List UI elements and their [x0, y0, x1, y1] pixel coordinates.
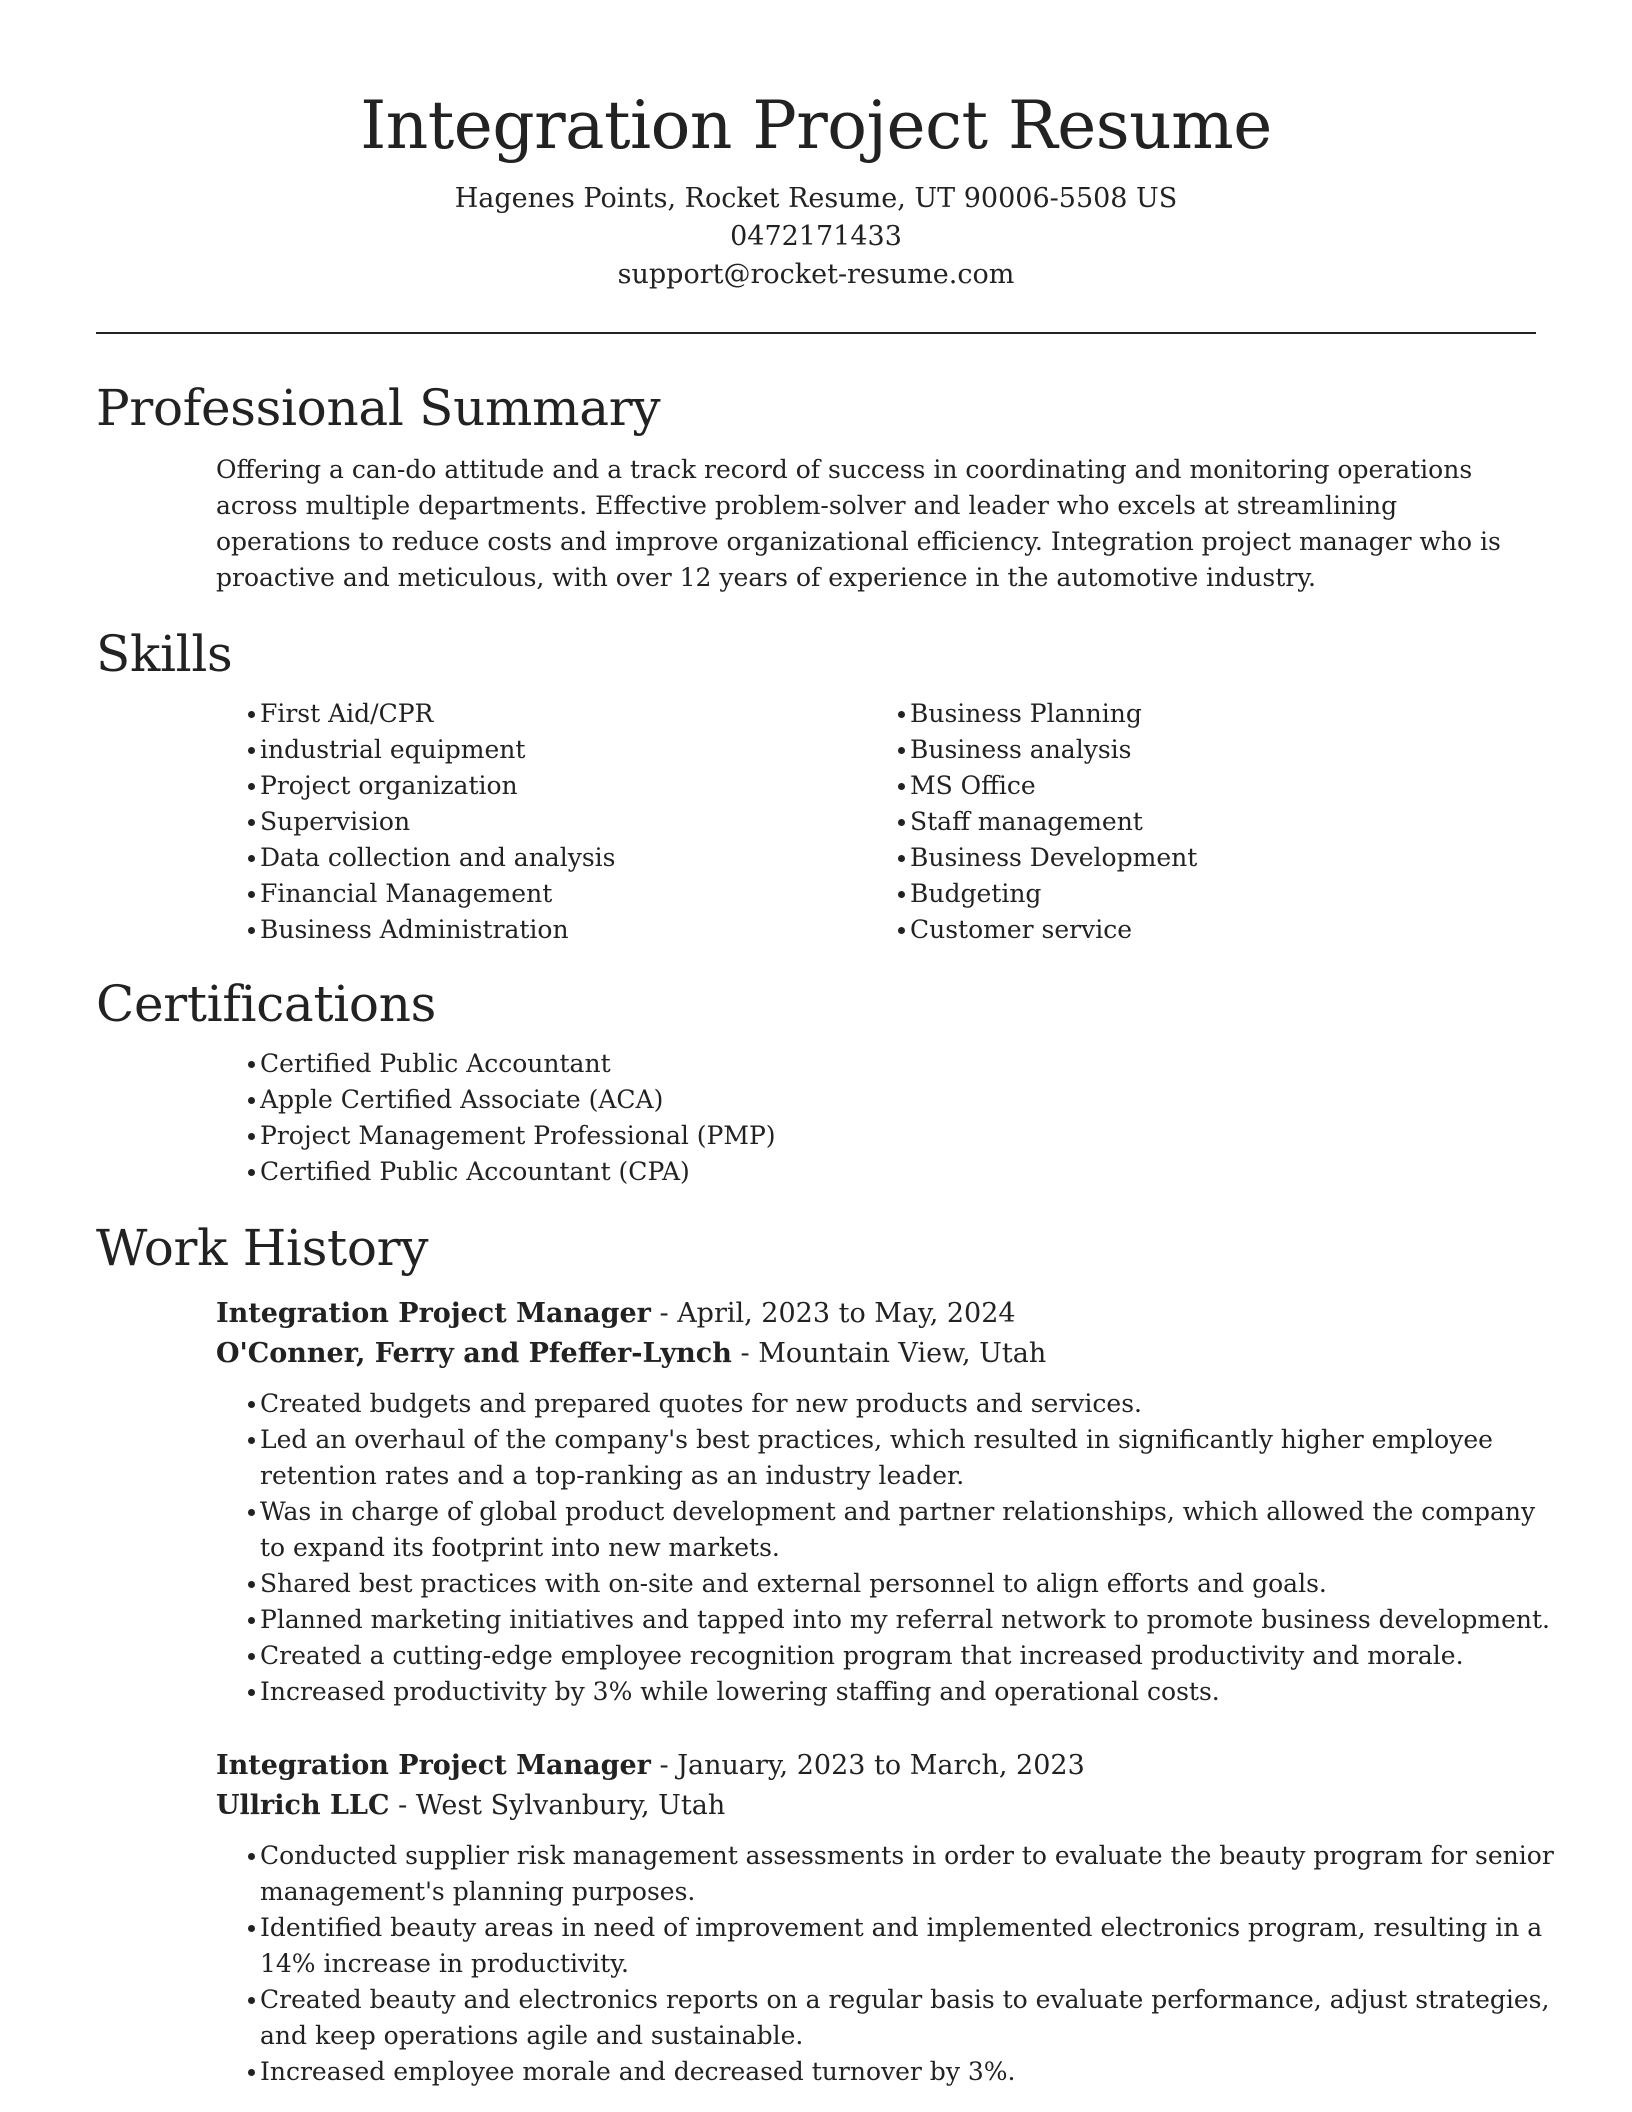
skill-item: Financial Management — [216, 876, 866, 912]
job-separator: - — [398, 1790, 416, 1821]
job-company-line — [216, 1334, 1536, 1374]
skill-item: First Aid/CPR — [216, 696, 866, 732]
contact-address: Hagenes Points, Rocket Resume, UT 90006-5508 US — [454, 183, 1178, 214]
summary-heading: Professional Summary — [96, 379, 661, 437]
certification-item: Certified Public Accountant (CPA) — [216, 1154, 1536, 1190]
skill-item: MS Office — [866, 768, 1466, 804]
skill-item: Budgeting — [866, 876, 1466, 912]
job-bullet: Planned marketing initiatives and tapped into my referral network to promote business development. — [216, 1602, 1556, 1638]
skill-item: Business Planning — [866, 696, 1466, 732]
skill-item: Business Administration — [216, 912, 866, 948]
job-entry — [216, 1294, 1550, 1710]
contact-email: support@rocket-resume.com — [617, 259, 1015, 290]
job-bullet: Increased productivity by 3% while lowering staffing and operational costs. — [216, 1674, 1556, 1710]
job-location: West Sylvanbury, Utah — [415, 1790, 726, 1821]
job-bullet-list — [216, 1838, 1556, 2090]
job-bullet: Created beauty and electronics reports on a regular basis to evaluate performance, adjust strategies, and keep operations agile and sustainable. — [216, 1982, 1556, 2054]
job-bullet: Shared best practices with on-site and external personnel to align efforts and goals. — [216, 1566, 1556, 1602]
certification-item: Apple Certified Associate (ACA) — [216, 1082, 1536, 1118]
job-title-line — [216, 1746, 1536, 1786]
certifications-heading: Certifications — [96, 975, 436, 1033]
resume-title: Integration Project Resume — [360, 87, 1272, 164]
job-title-line — [216, 1294, 1536, 1334]
job-bullet: Led an overhaul of the company's best practices, which resulted in significantly higher employee retention rates and a top-ranking as an industry leader. — [216, 1422, 1556, 1494]
job-company: Ullrich LLC — [216, 1790, 390, 1821]
contact-phone: 0472171433 — [730, 221, 902, 252]
skill-item: Business Development — [866, 840, 1466, 876]
job-dates: April, 2023 to May, 2024 — [677, 1298, 1016, 1329]
job-bullet-list — [216, 1386, 1556, 1710]
resume-header — [96, 0, 1536, 294]
skills-columns — [96, 696, 1536, 948]
skills-list-right — [866, 696, 1466, 948]
skill-item: Business analysis — [866, 732, 1466, 768]
skill-item: Staff management — [866, 804, 1466, 840]
summary-text: Offering a can-do attitude and a track record of success in coordinating and monitoring operations across multiple departments. Effective problem-solver and leader who excels at streamlining operations to reduce costs and improve organizational efficiency. Integration project manager who is proactive and meticulous, with over 12 years of experience in the automotive industry. — [216, 455, 1501, 592]
job-location: Mountain View, Utah — [758, 1338, 1047, 1369]
skills-heading: Skills — [96, 625, 233, 683]
job-company-line — [216, 1786, 1536, 1826]
job-bullet: Created a cutting-edge employee recognition program that increased productivity and morale. — [216, 1638, 1556, 1674]
skill-item: Customer service — [866, 912, 1466, 948]
certification-item: Certified Public Accountant — [216, 1046, 1536, 1082]
skill-item: Supervision — [216, 804, 866, 840]
job-separator: - — [659, 1298, 678, 1329]
skills-list-left — [216, 696, 866, 948]
job-bullet: Created budgets and prepared quotes for new products and services. — [216, 1386, 1556, 1422]
job-dates: January, 2023 to March, 2023 — [677, 1750, 1085, 1781]
job-bullet: Identified beauty areas in need of improvement and implemented electronics program, resulting in a 14% increase in productivity. — [216, 1910, 1556, 1982]
resume-page — [96, 0, 1554, 2090]
job-role: Integration Project Manager — [216, 1298, 651, 1329]
certification-item: Project Management Professional (PMP) — [216, 1118, 1536, 1154]
job-role: Integration Project Manager — [216, 1750, 651, 1781]
contact-info — [96, 180, 1536, 294]
job-separator: - — [659, 1750, 678, 1781]
skill-item: Project organization — [216, 768, 866, 804]
job-bullet: Increased employee morale and decreased turnover by 3%. — [216, 2054, 1556, 2090]
skill-item: industrial equipment — [216, 732, 866, 768]
work-history-heading: Work History — [96, 1219, 429, 1277]
skill-item: Data collection and analysis — [216, 840, 866, 876]
job-bullet: Conducted supplier risk management assessments in order to evaluate the beauty program for senior management's planning purposes. — [216, 1838, 1556, 1910]
job-company: O'Conner, Ferry and Pfeffer-Lynch — [216, 1338, 732, 1369]
job-entry — [216, 1746, 1554, 2090]
header-divider — [96, 332, 1536, 334]
job-separator: - — [740, 1338, 759, 1369]
certifications-list — [216, 1046, 1536, 1190]
job-bullet: Was in charge of global product development and partner relationships, which allowed the company to expand its footprint into new markets. — [216, 1494, 1556, 1566]
